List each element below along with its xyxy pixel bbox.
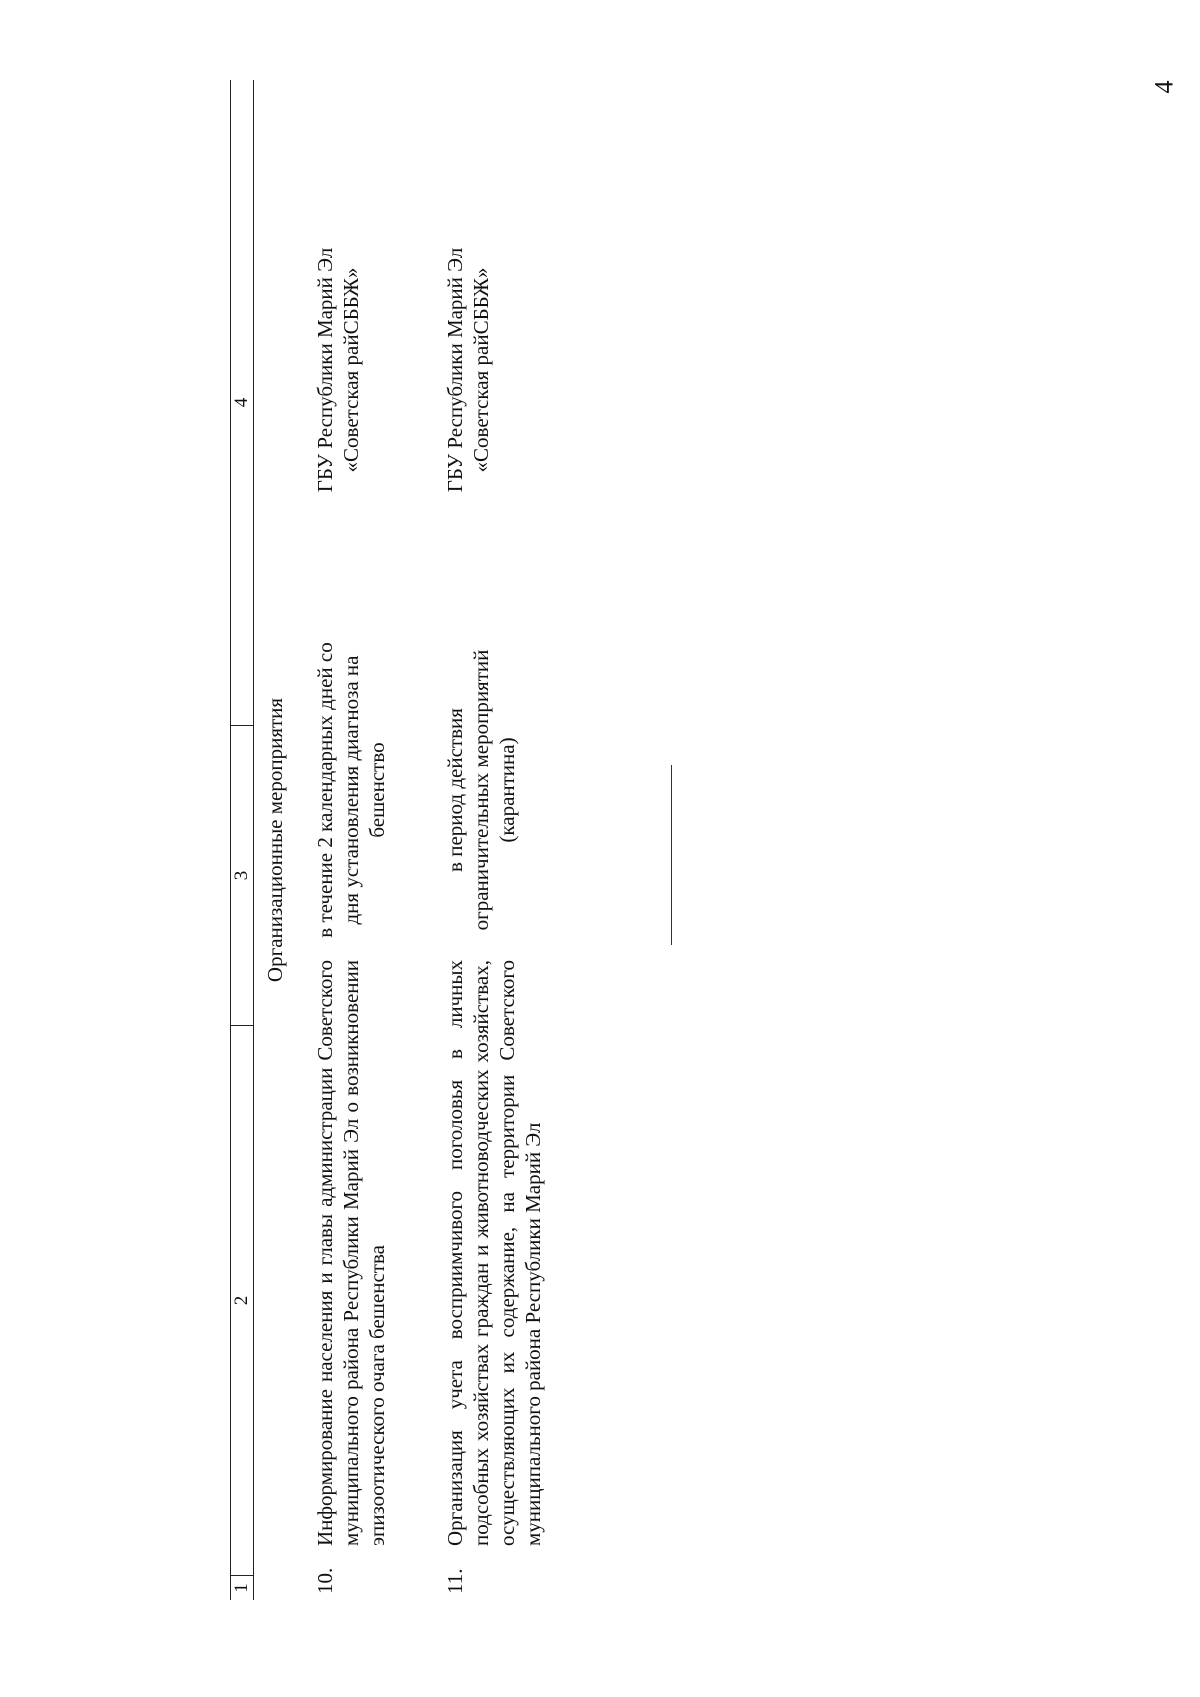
row-term: в течение 2 календарных дней со дня установления диагноза на бешенство [313,642,389,938]
row-number: 11. [443,1568,467,1594]
row-responsible: ГБУ Республики Марий Эл «Советская райСББЖ» [313,247,363,493]
header-col-1: 1 [231,1583,252,1593]
header-col-2: 2 [231,1026,253,1576]
table-header-row [230,80,254,1600]
row-description: Организация учета восприимчивого поголовья в личных подсобных хозяйствах граждан и животноводческих хозяйствах, осуществляющих их содержание, на территории Советского муниципального района Республики Марий Эл [443,960,545,1546]
row-description: Информирование населения и главы администрации Советского муниципального района Республики Марий Эл о возникновении эпизоотического очага бешенства [313,960,389,1546]
header-col-3: 3 [231,726,253,1026]
row-number: 10. [313,1567,337,1594]
rotated-sheet [230,80,1110,1600]
measures-table [230,80,545,1600]
row-term: в период действия ограничительных мероприятий (карантина) [443,649,519,931]
closing-divider-line [671,765,672,945]
header-col-4: 4 [231,80,253,726]
page-number: 4 [1149,80,1179,94]
section-title: Организационные мероприятия [263,697,287,983]
row-responsible: ГБУ Республики Марий Эл «Советская райСББЖ» [443,247,493,493]
